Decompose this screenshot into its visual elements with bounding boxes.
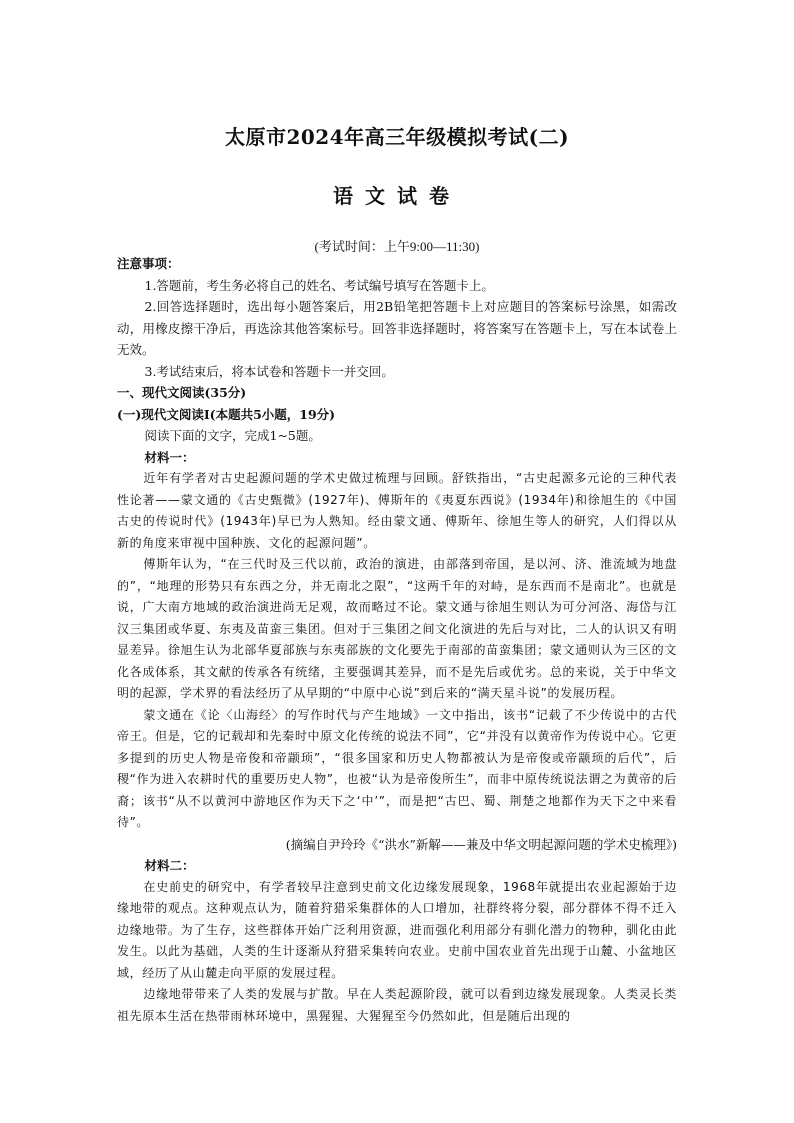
exam-time: (考试时间：上午9:00—11:30) — [314, 239, 480, 254]
material1-paragraph: 蒙文通在《论〈山海经〉的写作时代与产生地域》一文中指出，该书“记载了不少传说中的古代帝王。但是，它的记载却和先秦时中原文化传统的说法不同”，它“并没有以黄帝作为传说中心。它更多提到的历史人物是帝俊和帝颛顼”，“很多国家和历史人物都被认为是帝俊或帝颛顼的后代”，后稷“作为进入农耕时代的重要历史人物”，也被“认为是帝俊所生”，而非中原传统说法谓之为黄帝的后裔；该书“从不以黄河中游地区作为天下之‘中’”，而是把“古巴、蜀、荆楚之地都作为天下之中来看待”。 — [117, 707, 677, 829]
notice-heading: 注意事项： — [117, 256, 180, 271]
material1-label: 材料一： — [144, 449, 195, 465]
notice-item: 2.回答选择题时，选出每小题答案后，用2B铅笔把答题卡上对应题目的答案标号涂黑，如需改动，用橡皮擦干净后，再选涂其他答案标号。回答非选择题时，将答案写在答题卡上，写在本试卷上无效。 — [117, 299, 677, 357]
notice-item: 3.考试结束后，将本试卷和答题卡一并交回。 — [144, 363, 394, 379]
section-sub-heading: (一)现代文阅读Ⅰ(本题共5小题，19分) — [117, 406, 336, 422]
material2-label: 材料二： — [144, 858, 195, 873]
notice-item: 1.答题前，考生务必将自己的姓名、考试编号填写在答题卡上。 — [144, 277, 494, 293]
material1-paragraph: 傅斯年认为，“在三代时及三代以前，政治的演进，由部落到帝国，是以河、济、淮流域为地盘的”，“地理的形势只有东西之分，并无南北之限”，“这两千年的对峙，是东西而不是南北”。也就是说，广大南方地域的政治演进尚无足观，故而略过不论。蒙文通与徐旭生则认为可分河洛、海岱与江汉三集团或华夏、东夷及苗蛮三集团。但对于三集团之间文化演进的先后与对比，二人的认识又有明显差异。徐旭生认为北部华夏部族与东夷部族的文化要先于南部的苗蛮集团；蒙文通则认为三区的文化各成体系，其文献的传承各有统绪，主要强调其差异，而不是先后或优劣。总的来说，关于中华文明的起源，学术界的看法经历了从早期的“中原中心说”到后来的“满天星斗说”的发展历程。 — [117, 557, 677, 700]
material1-source: (摘编自尹玲玲《“洪水”新解——兼及中华文明起源问题的学术史梳理》) — [285, 836, 677, 852]
material2-paragraph: 在史前史的研究中，有学者较早注意到史前文化边缘发展现象，1968年就提出农业起源始于边缘地带的观点。这种观点认为，随着狩猎采集群体的人口增加，社群终将分裂，部分群体不得不迁入边缘地带。为了生存，这些群体开始广泛利用资源，进而强化利用部分有驯化潜力的物种，驯化由此发生。以此为基础，人类的生计逐渐从狩猎采集转向农业。史前中国农业首先出现于山麓、小盆地区域，经历了从山麓走向平原的发展过程。 — [117, 879, 677, 980]
exam-title: 太原市2024年高三年级模拟考试(二) — [224, 125, 570, 149]
exam-content — [117, 253, 677, 1027]
exam-subtitle: 语文试卷 — [333, 184, 461, 208]
section-instruction: 阅读下面的文字，完成1~5题。 — [144, 428, 321, 443]
material1-paragraph: 近年有学者对古史起源问题的学术史做过梳理与回顾。舒铁指出，“古史起源多元论的三种代表性论著——蒙文通的《古史甄微》(1927年)、傅斯年的《夷夏东西说》(1934年)和徐旭生的《中国古史的传说时代》(1943年)早已为人熟知。经由蒙文通、傅斯年、徐旭生等人的研究，人们得以从新的角度来审视中国种族、文化的起源问题”。 — [117, 471, 677, 550]
section-heading: 一、现代文阅读(35分) — [117, 385, 247, 400]
material2-paragraph: 边缘地带带来了人类的发展与扩散。早在人类起源阶段，就可以看到边缘发展现象。人类灵长类祖先原本生活在热带雨林环境中，黑猩猩、大猩猩至今仍然如此，但是随后出现的 — [117, 987, 677, 1023]
